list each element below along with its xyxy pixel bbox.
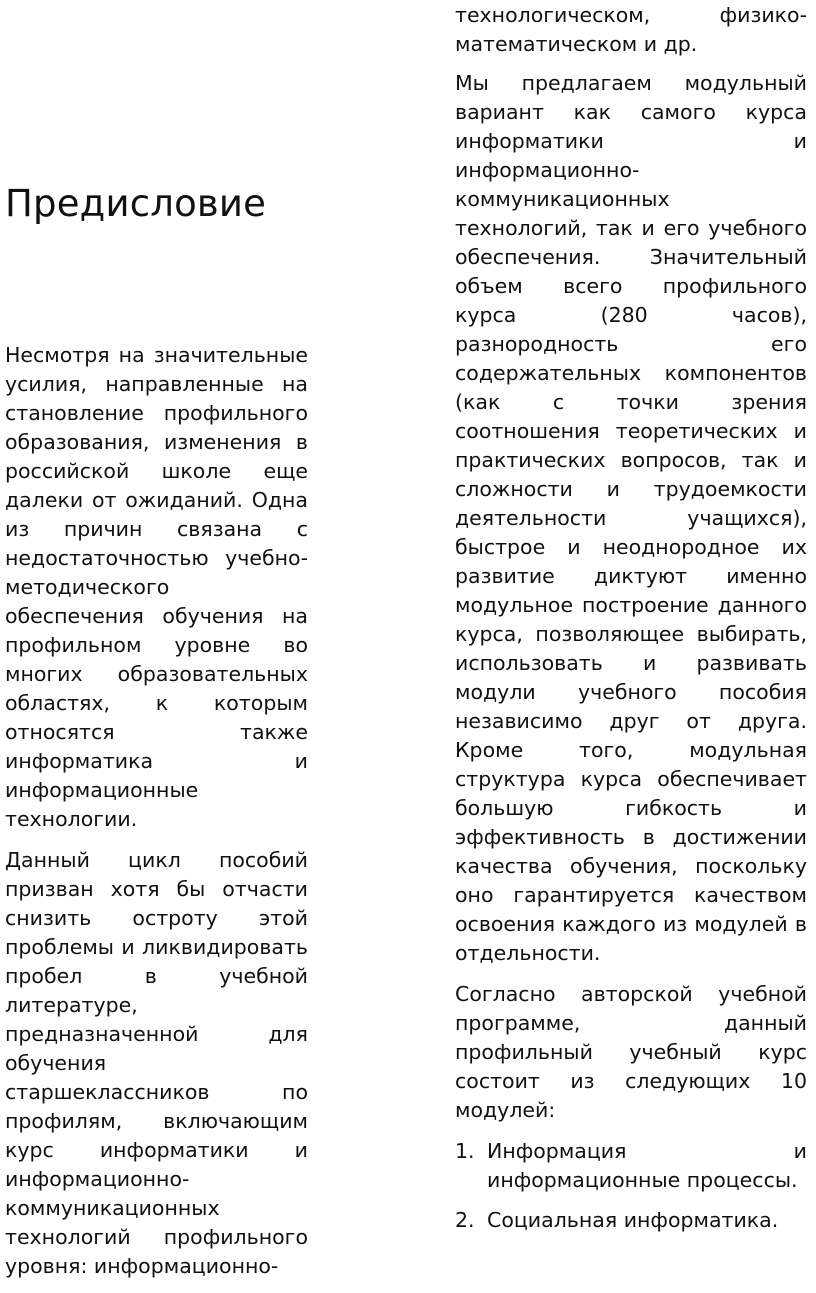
paragraph-cycle: Данный цикл пособий призван хотя бы отчасти снизить остроту этой проблемы и ликвидировать пробел в учебной литературе, предназначенной для обучения старшеклассников по профилям, включающим курс информатики и информационно-коммуникационных технологий профильного уровня: информационно- [5,848,308,1278]
list-item-text: Социальная информатика. [487,1208,779,1232]
paragraph-continuation: технологическом, физико-математическом и др. [455,3,807,56]
paragraph-intro: Несмотря на значительные усилия, направленные на становление профильного образования, изменения в российской школе еще далеки от ожиданий. Одна из причин связана с недостаточностью учебно-методического обеспечения обучения на профильном уровне во многих образовательных областях, к которым относятся также информатика и информационные технологии. [5,343,308,831]
list-item-number: 2. [455,1208,475,1232]
list-item [455,1137,807,1195]
paragraph-program: Согласно авторской учебной программе, данный профильный учебный курс состоит из следующих 10 модулей: [455,982,807,1122]
paragraph-modular: Мы предлагаем модульный вариант как самого курса информатики и информационно-коммуникационных технологий, так и его учебного обеспечения. Значительный объем всего профильного курса (280 часов), разнородность его содержательных компонентов (как с точки зрения соотношения теоретических и практических вопросов, так и сложности и трудоемкости деятельности учащихся), быстрое и неоднородное их развитие диктуют именно модульное построение данного курса, позволяющее выбирать, использовать и развивать модули учебного пособия независимо друг от друга. Кроме того, модульная структура курса обеспечивает большую гибкость и эффективность в достижении качества обучения, поскольку оно гарантируется качеством освоения каждого из модулей в отдельности. [455,71,807,965]
left-column [5,341,308,1293]
page-title: Предисловие [5,182,267,225]
right-column [455,1,807,1246]
list-item-number: 1. [455,1139,475,1163]
module-list [455,1137,807,1235]
list-item [455,1206,807,1235]
list-item-text: Информация и информационные процессы. [487,1139,807,1192]
